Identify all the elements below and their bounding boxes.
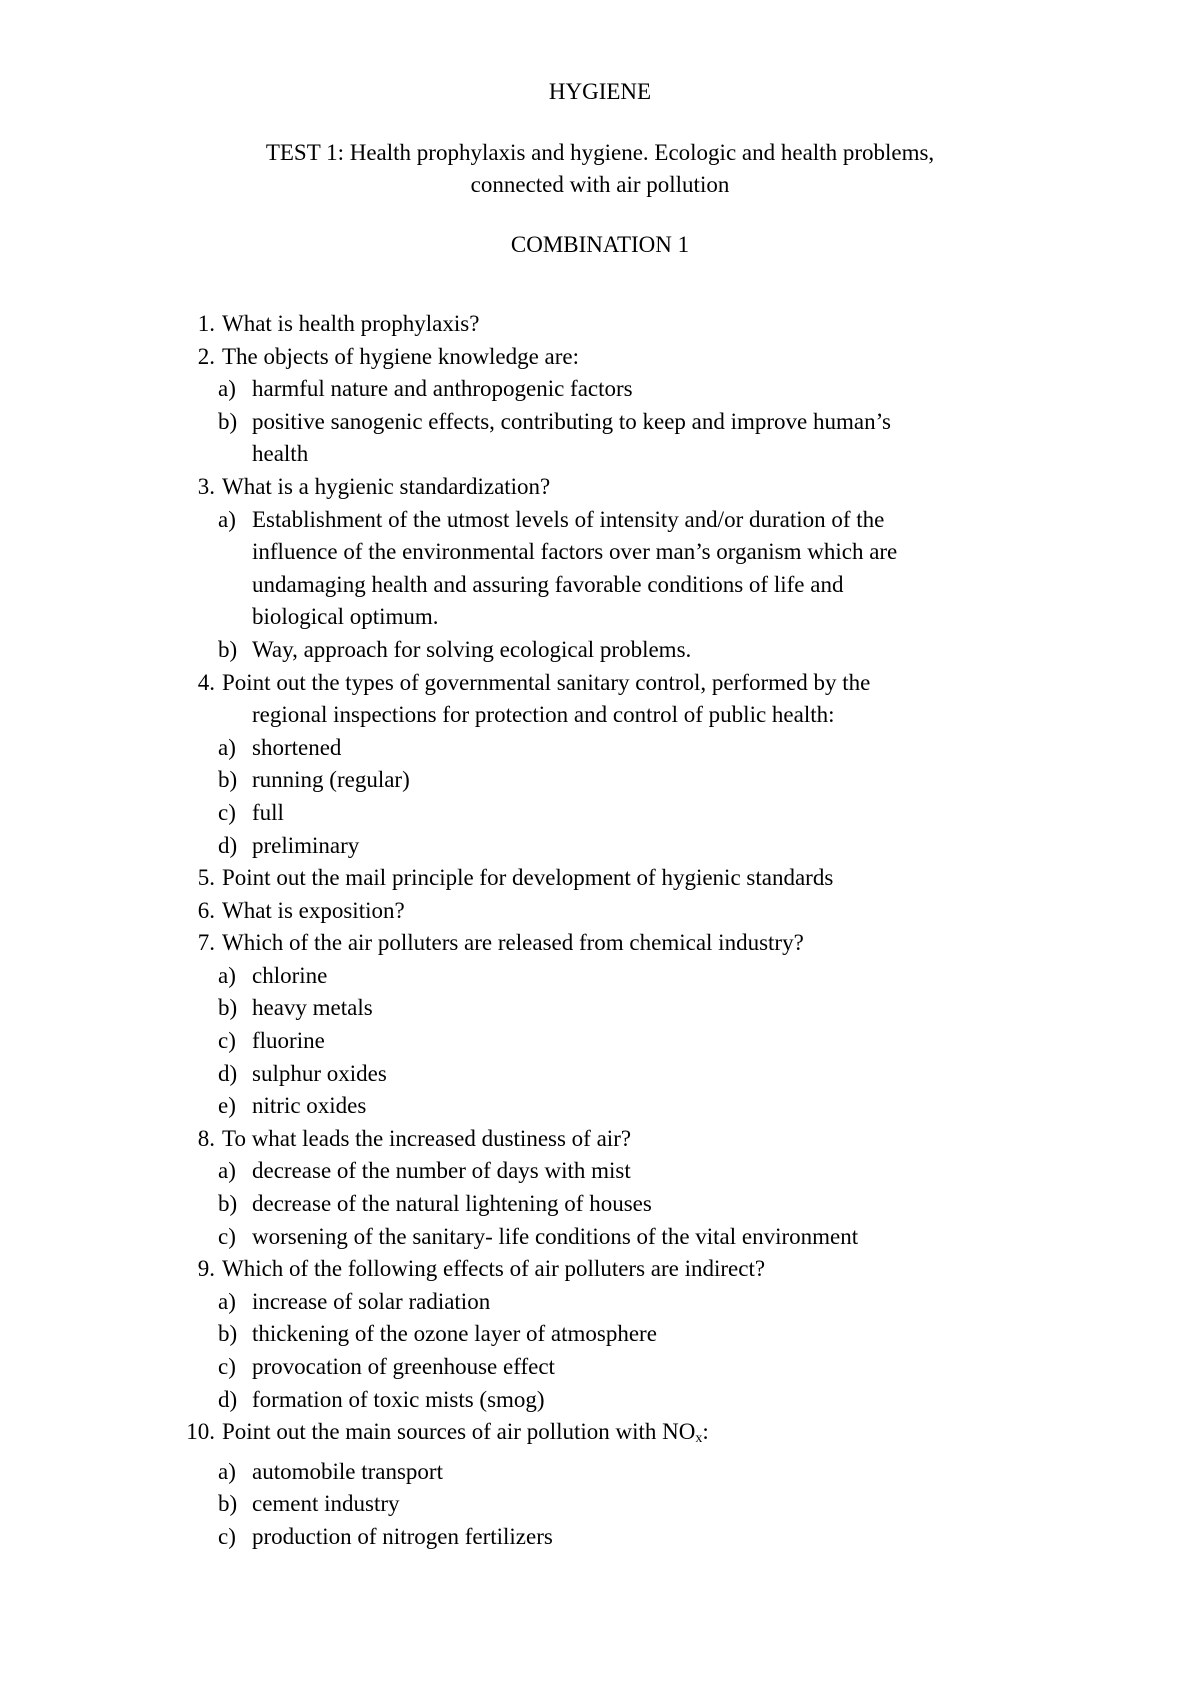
combination-heading: COMBINATION 1	[510, 232, 690, 257]
option-letter: b)	[218, 636, 238, 662]
option-text: provocation of greenhouse effect	[252, 1354, 555, 1379]
question-number: 10.	[186, 1419, 215, 1445]
question-text	[222, 927, 804, 960]
option-letter: a)	[218, 376, 236, 402]
question-subscript: x	[695, 1431, 703, 1447]
question-item	[0, 471, 1200, 667]
option-line	[0, 1155, 1200, 1188]
question-number: 9.	[197, 1256, 215, 1282]
option-line	[0, 1221, 1200, 1254]
option-letter: e)	[218, 1093, 236, 1119]
option-line	[0, 1025, 1200, 1058]
option-letter: a)	[218, 1288, 236, 1314]
option-letter: c)	[218, 1523, 236, 1549]
option-line	[0, 797, 1200, 830]
question-line	[0, 927, 1200, 960]
question-text-body: Which of the air polluters are released from chemical industry?	[222, 930, 804, 956]
question-text-body: What is a hygienic standardization?	[222, 473, 551, 499]
option-line	[0, 504, 1200, 537]
option-letter: a)	[218, 1458, 236, 1484]
question-text-body: Which of the following effects of air polluters are indirect?	[222, 1256, 766, 1282]
option-text: sulphur oxides	[252, 1060, 387, 1086]
option-text: increase of solar radiation	[252, 1288, 491, 1314]
option-text: harmful nature and anthropogenic factors	[252, 376, 633, 402]
option-letter: b)	[218, 408, 238, 434]
option-text-continuation: health	[252, 441, 309, 467]
option-letter: d)	[218, 1386, 238, 1412]
question-number: 4.	[197, 669, 215, 695]
option-line	[0, 1521, 1200, 1554]
question-line	[0, 1123, 1200, 1156]
option-text: heavy metals	[252, 995, 373, 1021]
option-text: full	[252, 799, 284, 825]
question-text	[222, 1123, 631, 1156]
question-item	[0, 862, 1200, 895]
option-letter: a)	[218, 506, 236, 532]
option-letter: b)	[218, 1321, 238, 1347]
question-line	[0, 1416, 1200, 1456]
question-number: 6.	[197, 897, 215, 923]
option-line	[0, 1058, 1200, 1091]
test-title-line-1: TEST 1: Health prophylaxis and hygiene. Ecologic and health problems,	[265, 140, 935, 165]
option-text: worsening of the sanitary- life conditions of the vital environment	[252, 1223, 859, 1249]
question-text-body: To what leads the increased dustiness of air?	[222, 1125, 632, 1151]
question-line	[0, 1253, 1200, 1286]
question-number: 5.	[197, 865, 215, 891]
option-line	[0, 1351, 1200, 1384]
question-text-suffix: :	[702, 1419, 709, 1445]
option-text: preliminary	[252, 832, 360, 858]
option-text-continuation: influence of the environmental factors over man’s organism which are	[252, 539, 898, 565]
option-letter: a)	[218, 734, 236, 760]
question-number: 1.	[197, 311, 215, 336]
option-text-continuation: biological optimum.	[252, 604, 439, 630]
option-text: shortened	[252, 734, 342, 760]
option-text: chlorine	[252, 962, 328, 988]
option-text: thickening of the ozone layer of atmosphere	[252, 1321, 657, 1347]
option-letter: b)	[218, 1191, 238, 1217]
option-letter: c)	[218, 1028, 236, 1054]
question-item	[0, 895, 1200, 928]
option-text: fluorine	[252, 1028, 325, 1054]
question-line	[0, 667, 1200, 700]
option-letter: c)	[218, 1354, 236, 1379]
test-title-line-2: connected with air pollution	[470, 172, 730, 197]
option-line	[0, 1188, 1200, 1221]
question-item	[0, 1123, 1200, 1253]
question-text	[222, 308, 479, 341]
option-text: production of nitrogen fertilizers	[252, 1523, 553, 1549]
option-text: formation of toxic mists (smog)	[252, 1386, 545, 1412]
question-text	[222, 471, 550, 504]
question-list	[0, 308, 1200, 1554]
option-letter: a)	[218, 1158, 236, 1184]
option-text: running (regular)	[252, 767, 410, 793]
question-item	[0, 308, 1200, 341]
question-line	[0, 308, 1200, 341]
option-line	[0, 406, 1200, 439]
question-item	[0, 667, 1200, 863]
question-text	[222, 862, 833, 895]
question-line	[0, 471, 1200, 504]
option-text: automobile transport	[252, 1458, 443, 1484]
option-text: decrease of the number of days with mist	[252, 1158, 631, 1184]
question-number: 2.	[197, 343, 215, 369]
option-line	[0, 960, 1200, 993]
question-text	[222, 895, 405, 928]
option-text: positive sanogenic effects, contributing to keep and improve human’s	[252, 408, 891, 434]
question-line	[0, 341, 1200, 374]
option-letter: b)	[218, 767, 238, 793]
option-line	[0, 373, 1200, 406]
option-letter: b)	[218, 995, 238, 1021]
question-text	[222, 1253, 765, 1286]
option-line	[0, 1488, 1200, 1521]
option-line	[0, 634, 1200, 667]
option-text-continuation: undamaging health and assuring favorable conditions of life and	[252, 571, 844, 597]
question-text-body: The objects of hygiene knowledge are:	[222, 343, 580, 369]
option-text: decrease of the natural lightening of houses	[252, 1191, 652, 1217]
option-line	[0, 1090, 1200, 1123]
option-line	[0, 1286, 1200, 1319]
option-letter: d)	[218, 1060, 238, 1086]
question-number: 7.	[197, 930, 215, 956]
question-item	[0, 1416, 1200, 1553]
option-line	[0, 764, 1200, 797]
option-letter: b)	[218, 1491, 238, 1517]
question-item	[0, 927, 1200, 1123]
option-line	[0, 1318, 1200, 1351]
document-subject: HYGIENE	[548, 79, 652, 104]
question-text-body: Point out the types of governmental sanitary control, performed by the	[222, 669, 871, 695]
option-letter: c)	[218, 799, 236, 825]
option-line	[0, 992, 1200, 1025]
question-text	[222, 667, 870, 700]
question-item	[0, 341, 1200, 471]
option-letter: a)	[218, 962, 236, 988]
option-line	[0, 1456, 1200, 1489]
question-text	[222, 1416, 709, 1456]
option-text: cement industry	[252, 1491, 400, 1517]
option-letter: c)	[218, 1223, 236, 1249]
option-text: Way, approach for solving ecological problems.	[252, 636, 692, 662]
question-text-body: Point out the mail principle for development of hygienic standards	[222, 865, 834, 891]
question-text	[222, 341, 579, 374]
question-text-body: Point out the main sources of air pollution with NO	[222, 1419, 696, 1445]
question-text-body: What is exposition?	[222, 897, 405, 923]
option-text: Establishment of the utmost levels of intensity and/or duration of the	[252, 506, 885, 532]
option-letter: d)	[218, 832, 238, 858]
option-line	[0, 732, 1200, 765]
question-text-continuation: regional inspections for protection and control of public health:	[252, 702, 835, 728]
question-line	[0, 862, 1200, 895]
question-item	[0, 1253, 1200, 1416]
question-text-body: What is health prophylaxis?	[222, 311, 480, 336]
option-line	[0, 1384, 1200, 1417]
question-number: 3.	[197, 473, 215, 499]
question-line	[0, 895, 1200, 928]
question-number: 8.	[197, 1125, 215, 1151]
option-line	[0, 830, 1200, 863]
option-text: nitric oxides	[252, 1093, 367, 1119]
